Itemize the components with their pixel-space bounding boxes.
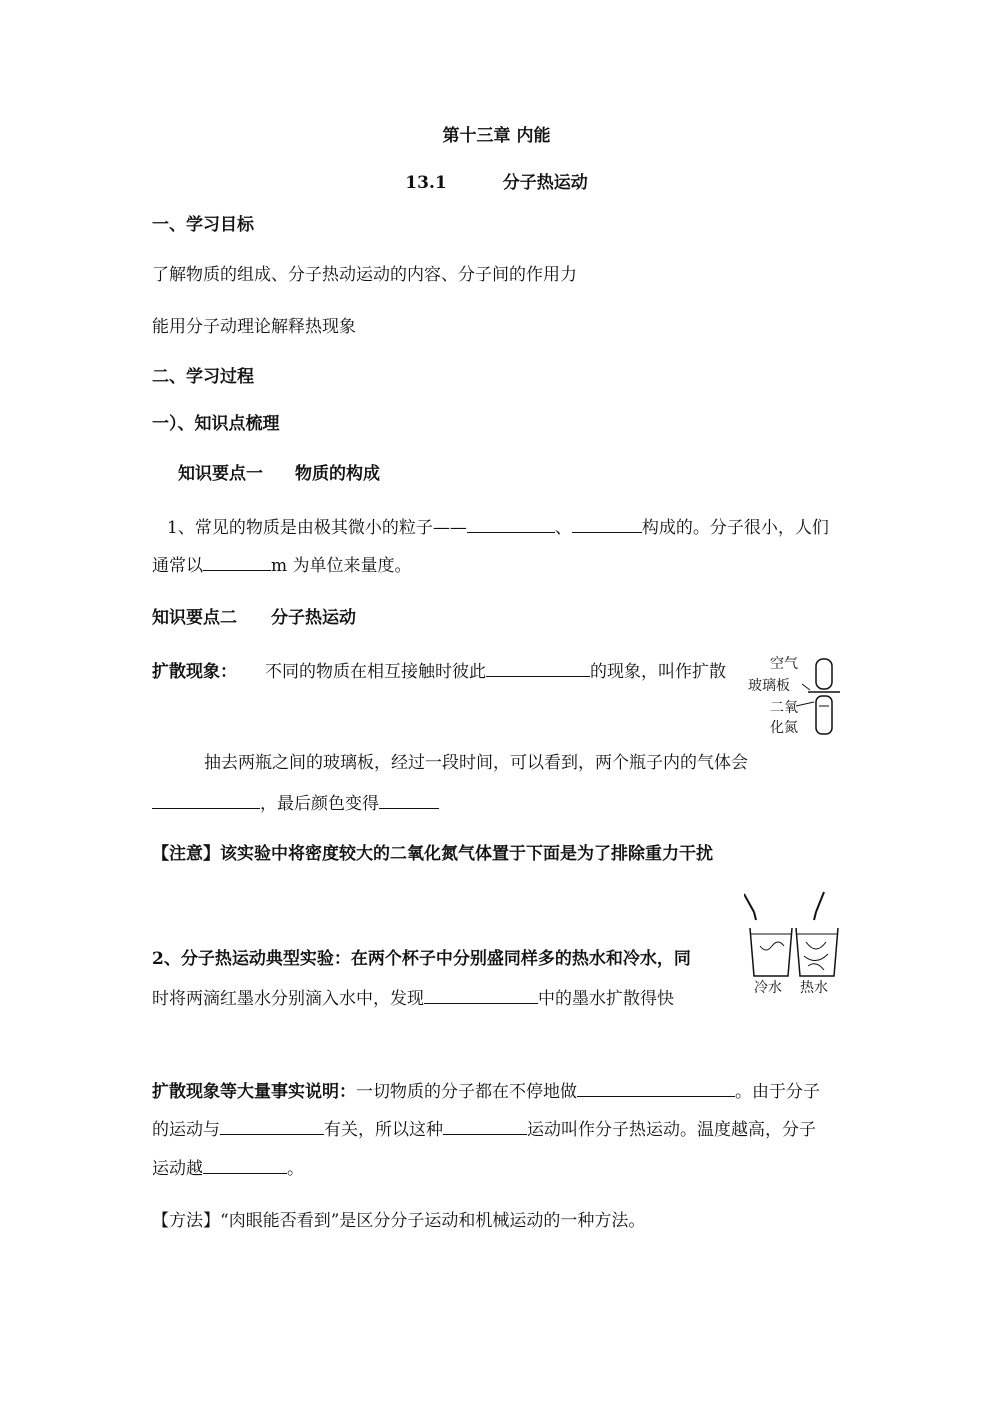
section-title: [0, 168, 993, 193]
chapter-title: 第十三章 内能: [442, 126, 551, 146]
q1-line1: [167, 516, 829, 539]
summary-text-f: 运动越: [152, 1159, 203, 1179]
q1-line2: [152, 554, 412, 577]
glass-text-b: ，最后颜色变得: [260, 794, 379, 814]
section-name: 分子热运动: [502, 173, 588, 193]
q2-line2: [152, 987, 674, 1010]
q1-text-d: 通常以: [152, 556, 203, 576]
method-line: 【方法】“肉眼能否看到”是区分分子运动和机械运动的一种方法。: [152, 1211, 646, 1231]
summary-text-a: 一切物质的分子都在不停地做: [356, 1082, 577, 1102]
diffusion-label: 扩散现象：: [152, 662, 237, 682]
q2-text-a: 2、分子热运动典型实验：在两个杯子中分别盛同样多的热水和冷水，同: [152, 949, 691, 969]
label-hot: 热水: [800, 980, 828, 996]
q2-line1: [152, 948, 691, 970]
q1-blank-1[interactable]: [467, 516, 555, 533]
q2-text-b: 时将两滴红墨水分别滴入水中，发现: [152, 989, 424, 1009]
summary-text-b: 。由于分子: [735, 1082, 820, 1102]
point1-heading: [178, 463, 380, 485]
glass-blank-2[interactable]: [379, 792, 439, 809]
point2-title: 分子热运动: [271, 608, 356, 628]
summary-line1: [152, 1080, 820, 1103]
q1-blank-3[interactable]: [203, 554, 271, 571]
point1-title: 物质的构成: [295, 464, 380, 484]
point2-label: 知识要点二: [152, 608, 237, 628]
cups-figure: [744, 890, 844, 1000]
summary-line2: [152, 1118, 816, 1141]
glass-line2: [152, 792, 439, 815]
summary-text-d: 有关，所以这种: [324, 1120, 443, 1140]
glass-line1: 抽去两瓶之间的玻璃板，经过一段时间，可以看到，两个瓶子内的气体会: [204, 753, 748, 773]
summary-blank-4[interactable]: [203, 1157, 287, 1174]
goal-1: 了解物质的组成、分子热动运动的内容、分子间的作用力: [152, 265, 577, 285]
summary-blank-3[interactable]: [443, 1118, 527, 1135]
glass-blank-1[interactable]: [152, 792, 260, 809]
diffusion-text-a: 不同的物质在相互接触时彼此: [265, 662, 486, 682]
q2-blank[interactable]: [424, 987, 538, 1004]
summary-text-c: 的运动与: [152, 1120, 220, 1140]
q1-blank-2[interactable]: [572, 516, 642, 533]
summary-label: 扩散现象等大量事实说明：: [152, 1082, 356, 1102]
heading-process: 二、学习过程: [152, 367, 254, 387]
heading-goals: 一、学习目标: [152, 215, 254, 235]
summary-text-g: 。: [287, 1159, 304, 1179]
summary-blank-1[interactable]: [577, 1080, 735, 1097]
q1-text-e: m 为单位来量度。: [271, 556, 412, 576]
label-no2-2: 化氮: [770, 720, 798, 736]
q1-text-a: 1、常见的物质是由极其微小的粒子——: [167, 518, 467, 538]
diffusion-blank[interactable]: [486, 660, 590, 677]
label-no2-1: 二氧: [770, 700, 798, 716]
summary-line3: [152, 1157, 304, 1180]
q2-text-c: 中的墨水扩散得快: [538, 989, 674, 1009]
point2-heading: [152, 607, 356, 629]
label-cold: 冷水: [754, 980, 782, 996]
diffusion-text-b: 的现象，叫作扩散: [590, 662, 726, 682]
heading-knowledge: 一）、知识点梳理: [152, 414, 280, 434]
note-line: 【注意】该实验中将密度较大的二氧化氮气体置于下面是为了排除重力干扰: [152, 844, 713, 864]
diffusion-line: [152, 660, 726, 683]
bottles-figure: [744, 654, 844, 742]
point1-label: 知识要点一: [178, 464, 263, 484]
section-number: 13.1: [405, 173, 447, 193]
summary-blank-2[interactable]: [220, 1118, 324, 1135]
q1-text-b: 、: [554, 518, 572, 538]
label-air: 空气: [770, 656, 798, 672]
label-glass: 玻璃板: [748, 678, 790, 694]
q1-text-c: 构成的。分子很小，人们: [641, 518, 829, 538]
summary-text-e: 运动叫作分子热运动。温度越高，分子: [527, 1120, 816, 1140]
goal-2: 能用分子动理论解释热现象: [152, 317, 356, 337]
